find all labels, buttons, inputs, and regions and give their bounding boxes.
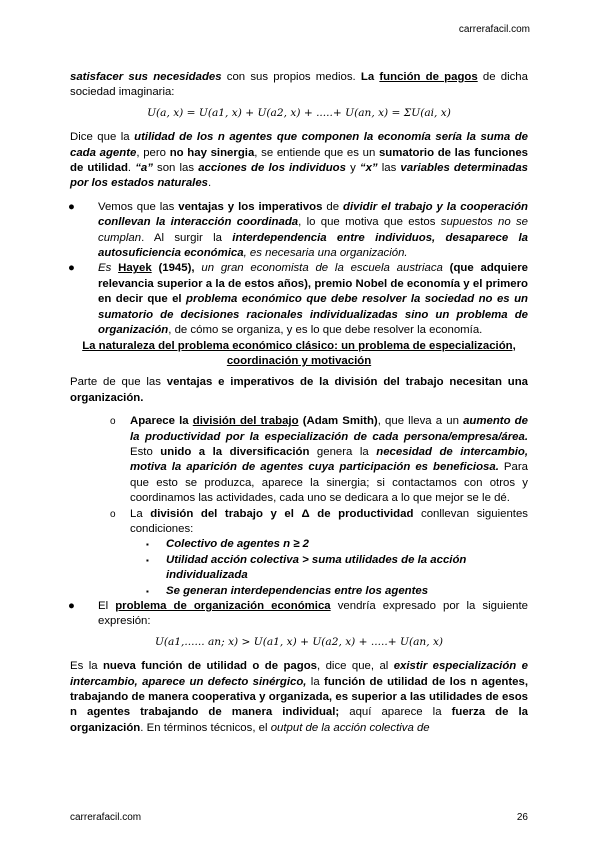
page-number: 26 — [516, 812, 528, 823]
paragraph-division-labour: Parte de que las ventajas e imperativos de la división del trabajo necesitan una organización. — [70, 376, 528, 404]
footer-site: carrerafacil.com — [70, 812, 142, 823]
condition-item: ▪ Se generan interdependencias entre los agentes — [70, 584, 528, 599]
paragraph-new-payoff: Es la nueva función de utilidad o de pagos, dice que, al existir especialización e intercambio, aparece un defecto sinérgico, la función de utilidad de los n agentes, trabajando de manera cooperativa y organizada, es superior a las utilidades de esos n agentes trabajando de manera individual; aquí aparece la fuerza de la organización. En términos técnicos, el output de la acción colectiva de — [70, 660, 529, 734]
section-heading: La naturaleza del problema económico clásico: un problema de especialización, coordinación y motivación — [82, 339, 516, 367]
square-bullet-icon: ▪ — [146, 586, 149, 596]
subitem-conditions: o La división del trabajo y el Δ de productividad conllevan siguientes condiciones: — [110, 507, 529, 535]
header-site: carrerafacil.com — [458, 24, 530, 35]
bullet-hayek: ● Es Hayek (1945), un gran economista de la escuela austriaca (que adquiere relevancia superior a la de estos años), premio Nobel de economía y el primero en decir que el problema económico que debe resolver la sociedad no es un sumatorio de decisiones racionales individualizadas sino un problema de organización, de cómo se organiza, y es lo que debe resolver la economía. — [68, 262, 529, 337]
square-bullet-icon: ▪ — [146, 540, 149, 550]
subitem-marker: o — [110, 508, 116, 520]
bullet-organization-problem: ● El problema de organización económica vendría expresado por la siguiente expresión: — [68, 600, 529, 628]
condition-item: ▪ Utilidad acción colectiva > suma utilidades de la acción individualizada — [146, 553, 467, 582]
subitem-adam-smith: o Aparece la división del trabajo (Adam Smith), que lleva a un aumento de la productividad por la especialización de cada persona/empresa/área. Esto unido a la diversificación genera la necesidad de intercambio, motiva la aparición de agentes cuya participación es beneficiosa. Para que esto se produzca, aparece la sinergia; si contactamos con otros y coordinamos las actividades, cada uno se dedicara a lo que mejor se le dé. — [110, 415, 528, 505]
page-content — [70, 70, 528, 736]
paragraph-payoff-intro: satisfacer sus necesidades con sus propios medios. La función de pagos de dicha sociedad imaginaria: — [70, 71, 528, 99]
condition-item: ▪ Colectivo de agentes n ≥ 2 — [70, 537, 528, 552]
formula-organization: U(a1,...... an; x) > U(a1, x) + U(a2, x) + .....+ U(an, x) — [154, 635, 444, 648]
subitem-marker: o — [110, 416, 116, 428]
formula-utility-sum: U(a, x) = U(a1, x) + U(a2, x) + .....+ U(an, x) = ΣU(ai, x) — [147, 106, 451, 119]
bullet-marker: ● — [68, 262, 75, 275]
bullet-marker: ● — [68, 200, 75, 213]
paragraph-no-synergy: Dice que la utilidad de los n agentes que componen la economía sería la suma de cada agente, pero no hay sinergia, se entiende que es un sumatorio de las funciones de utilidad. “a” son las acciones de los individuos y “x” las variables determinadas por los estados naturales. — [70, 131, 529, 190]
square-bullet-icon: ▪ — [146, 555, 149, 565]
bullet-coordination: ● Vemos que las ventajas y los imperativos de dividir el trabajo y la cooperación conllevan la interacción coordinada, lo que motiva que estos supuestos no se cumplan. Al surgir la interdependencia entre individuos, desaparece la autosuficiencia económica, es necesaria una organización. — [68, 200, 528, 260]
bullet-marker: ● — [68, 600, 75, 612]
